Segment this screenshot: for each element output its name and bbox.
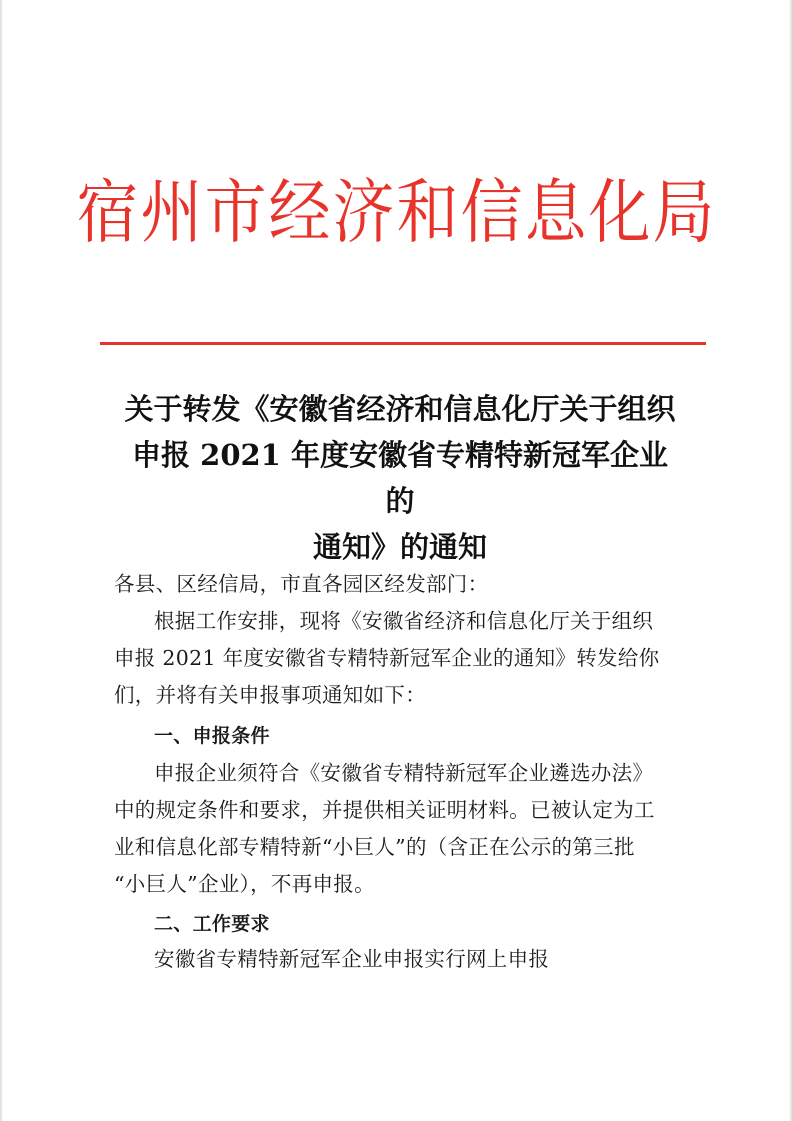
scan-edge-right: [789, 0, 793, 1121]
intro-line: 们，并将有关申报事项通知如下：: [114, 683, 426, 707]
section1-line: 业和信息化部专精特新“小巨人”的（含正在公示的第三批: [114, 835, 635, 859]
document-title: [120, 386, 680, 570]
section2-heading: [114, 906, 688, 943]
letterhead-org-name: 宿州市经济和信息化局: [76, 171, 717, 254]
section1-line: “小巨人”企业），不再申报。: [114, 872, 375, 896]
intro-paragraph: [114, 603, 688, 714]
section2-heading-text: 二、工作要求: [154, 913, 270, 935]
section1-heading-text: 一、申报条件: [154, 725, 270, 747]
intro-line: 根据工作安排，现将《安徽省经济和信息化厅关于组织: [154, 609, 654, 633]
section1-paragraph: [114, 755, 688, 903]
section1-line: 中的规定条件和要求，并提供相关证明材料。已被认定为工: [114, 798, 655, 822]
title-line: 关于转发《安徽省经济和信息化厅关于组织: [124, 392, 676, 426]
section2-line: 安徽省专精特新冠军企业申报实行网上申报: [154, 947, 550, 971]
title-line: 申报 2021 年度安徽省专精特新冠军企业的: [132, 438, 668, 518]
intro-line: 申报 2021 年度安徽省专精特新冠军企业的通知》转发给你: [114, 646, 660, 670]
scan-edge-left: [0, 0, 3, 1121]
section1-line: 申报企业须符合《安徽省专精特新冠军企业遴选办法》: [154, 761, 654, 785]
letterhead-divider: [100, 342, 706, 345]
title-line: 通知》的通知: [312, 530, 487, 564]
section2-paragraph: [114, 941, 688, 978]
section1-heading: [114, 718, 688, 755]
salutation: 各县、区经信局，市直各园区经发部门：: [114, 572, 489, 596]
